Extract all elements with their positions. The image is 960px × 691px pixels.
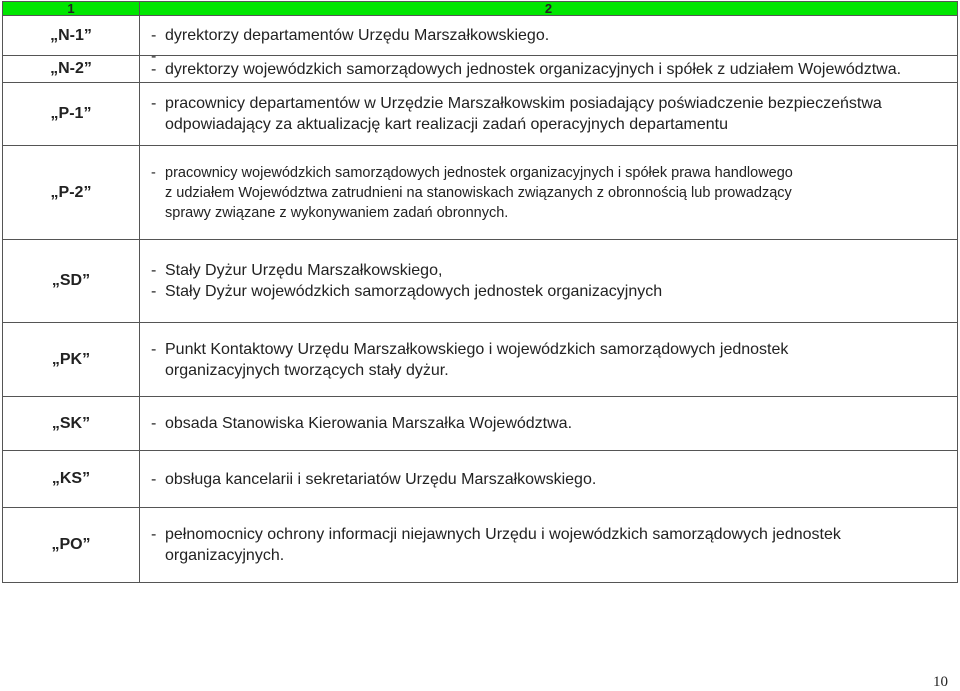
list-item-continuation: sprawy związane z wykonywaniem zadań obronnych. <box>165 204 509 221</box>
header-col-2: 2 <box>140 2 958 16</box>
row-code: „P-2” <box>3 146 140 240</box>
list-item: - obsługa kancelarii i sekretariatów Urzędu Marszałkowskiego. <box>151 470 597 488</box>
list-item: - dyrektorzy departamentów Urzędu Marszałkowskiego. <box>151 27 550 44</box>
table-row <box>3 56 958 83</box>
list-item: - pełnomocnicy ochrony informacji niejawnych Urzędu i wojewódzkich samorządowych jednostek <box>151 526 841 543</box>
row-code: „P-1” <box>3 83 140 146</box>
row-code: „SD” <box>3 240 140 323</box>
list-item-continuation: organizacyjnych. <box>165 547 285 564</box>
row-code: „N-1” <box>3 16 140 56</box>
row-description <box>140 323 958 397</box>
list-item: - pracownicy departamentów w Urzędzie Marszałkowskim posiadający poświadczenie bezpieczeństwa <box>151 95 882 112</box>
row-description <box>140 56 958 83</box>
row-description <box>140 83 958 146</box>
table-row <box>3 323 958 397</box>
table-row <box>3 83 958 146</box>
list-item-continuation: odpowiadający za aktualizację kart realizacji zadań operacyjnych departamentu <box>165 116 728 133</box>
table-row <box>3 451 958 508</box>
table-header-row <box>3 2 958 16</box>
row-description <box>140 508 958 583</box>
list-item: - pracownicy wojewódzkich samorządowych jednostek organizacyjnych i spółek prawa handlowego <box>151 164 793 181</box>
list-item-continuation: organizacyjnych tworzących stały dyżur. <box>165 361 449 379</box>
row-code: „PK” <box>3 323 140 397</box>
table-row <box>3 508 958 583</box>
page-number: 10 <box>933 674 948 690</box>
table-row <box>3 397 958 451</box>
table-row <box>3 16 958 56</box>
row-code: „PO” <box>3 508 140 583</box>
list-item: - obsada Stanowiska Kierowania Marszałka Województwa. <box>151 415 573 432</box>
row-description <box>140 240 958 323</box>
table-row <box>3 240 958 323</box>
abbreviations-table <box>2 1 958 583</box>
row-code: „N-2” <box>3 56 140 83</box>
header-col-1: 1 <box>3 2 140 16</box>
list-item: - dyrektorzy wojewódzkich samorządowych jednostek organizacyjnych i spółek z udziałem Województwa. <box>151 60 902 78</box>
row-code: „SK” <box>3 397 140 451</box>
list-item: - Stały Dyżur wojewódzkich samorządowych jednostek organizacyjnych <box>151 283 663 300</box>
list-item-continuation: z udziałem Województwa zatrudnieni na stanowiskach związanych z obronnością lub prowadzący <box>165 184 792 201</box>
list-item: - Stały Dyżur Urzędu Marszałkowskiego, <box>151 262 443 279</box>
row-description <box>140 397 958 451</box>
row-description: - dyrektorzy departamentów Urzędu Marszałkowskiego. - <box>140 16 958 56</box>
table-row <box>3 146 958 240</box>
list-item: - Punkt Kontaktowy Urzędu Marszałkowskiego i wojewódzkich samorządowych jednostek <box>151 340 789 358</box>
row-description <box>140 451 958 508</box>
row-description <box>140 146 958 240</box>
row-code: „KS” <box>3 451 140 508</box>
